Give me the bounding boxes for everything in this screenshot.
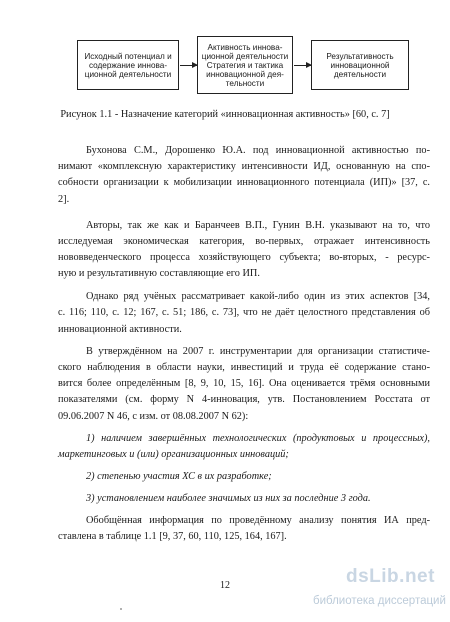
text-line: В утверждённом на 2007 г. инструментарии для организации статистиче- <box>86 346 430 357</box>
text-line: показателями (см. форму N 4-инновация, утв. Постановлением Росстата от <box>58 394 430 405</box>
text-line: с. 116; 110, с. 12; 167, с. 51; 186, с. 73], что не даёт целостного представления об <box>58 307 430 318</box>
text-line: 2]. <box>58 194 70 205</box>
list-item: 1) наличием завершённых технологических (продуктовых и процессных), <box>86 433 430 444</box>
figure-caption: Рисунок 1.1 - Назначение категорий «инновационная активность» [60, с. 7] <box>60 109 390 120</box>
text-line: собности организации к мобилизации инновационного потенциала (ИП)» [37, с. <box>58 177 430 188</box>
watermark-site: dsLib.net <box>346 566 435 587</box>
text-line: нимают «комплексную характеристику интенсивности ИД, основанную на спо- <box>58 161 430 172</box>
text-line: вится более определённым [8, 9, 10, 15, 16]. Она оценивается трёмя основными <box>58 378 430 389</box>
diagram-box-initial-potential: Исходный потенциал и содержание иннова- ционной деятельности <box>77 40 179 90</box>
text-line: ную и результативную составляющие его ИП. <box>58 268 260 279</box>
text-line: Бухонова С.М., Дорошенко Ю.А. под инновационной активностью по- <box>86 145 430 156</box>
diagram-box-activity-strategy: Активность иннова- ционной деятельности Стратегия и тактика инновационной дея- тельности <box>197 36 293 94</box>
diagram-arrow-1 <box>180 65 197 66</box>
watermark-tagline: библиотека диссертаций <box>313 595 446 607</box>
text-line: ставлена в таблице 1.1 [9, 37, 60, 110, 125, 164, 167]. <box>58 531 287 542</box>
diagram-box-effectiveness: Результативность инновационной деятельности <box>311 40 409 90</box>
scan-speck <box>120 608 122 610</box>
text-line: Авторы, так же как и Баранчеев В.П., Гунин В.Н. указывают на то, что <box>86 220 430 231</box>
list-item-continuation: маркетинговых и (или) организационных инноваций; <box>58 449 289 460</box>
page-number: 12 <box>220 580 230 591</box>
text-line: ского наблюдения в области науки, инвестиций и труда её содержание стано- <box>58 362 430 373</box>
text-line: Однако ряд учёных рассматривает какой-либо один из этих аспектов [34, <box>86 291 430 302</box>
text-line: инновационной активности. <box>58 324 182 335</box>
list-item: 2) степенью участия ХС в их разработке; <box>86 471 272 482</box>
text-line: нововведенческого процесса хозяйствующего субъекта; во-вторых, - ресурс- <box>58 252 430 263</box>
text-line: Обобщённая информация по проведённому анализу понятия ИА пред- <box>86 515 430 526</box>
text-line: 09.06.2007 N 46, с изм. от 08.08.2007 N 62): <box>58 411 249 422</box>
diagram-arrow-2 <box>294 65 311 66</box>
text-line: исследуемая экономическая категория, во-первых, отражает интенсивность <box>58 236 430 247</box>
list-item: 3) установлением наиболее значимых из них за последние 3 года. <box>86 493 371 504</box>
